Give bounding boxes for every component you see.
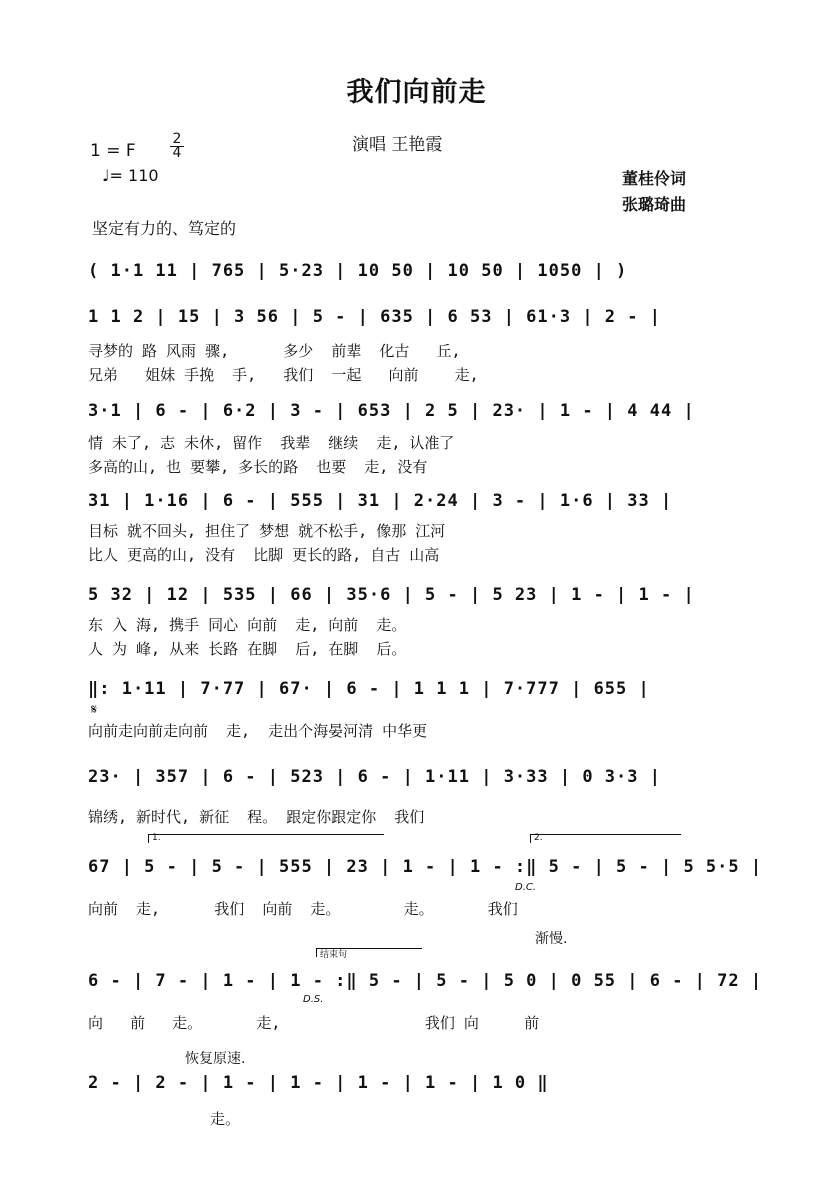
- score-row-9: 6 - | 7 - | 1 - | 1 - :‖ 5 - | 5 - | 5 0 | 0 55 | 6 - | 72 |: [88, 971, 763, 991]
- dc-marking: D.C.: [515, 882, 537, 893]
- time-top: 2: [172, 131, 182, 147]
- lyricist-credit: 董桂伶词: [622, 169, 687, 188]
- lyric-row-8: 向前 走, 我们 向前 走。 走。 我们: [88, 900, 518, 918]
- volta-1-bracket: [148, 834, 384, 843]
- lyric-row-10: 走。: [210, 1110, 241, 1128]
- lyric-row-3-verse-2: 多高的山, 也 要攀, 多长的路 也要 走, 没有: [88, 458, 428, 476]
- score-row-1: ( 1·1 11 | 765 | 5·23 | 10 50 | 10 50 | 1050 | ): [88, 261, 628, 281]
- ending-bracket: [316, 948, 422, 960]
- score-row-10: 2 - | 2 - | 1 - | 1 - | 1 - | 1 - | 1 0 ‖: [88, 1073, 549, 1093]
- lyric-row-9: 向 前 走。 走, 我们 向 前: [88, 1014, 540, 1032]
- lyric-row-6: 向前走向前走向前 走, 走出个海晏河清 中华更: [88, 722, 428, 740]
- lyric-row-4-verse-2: 比人 更高的山, 没有 比脚 更长的路, 自古 山高: [88, 546, 440, 564]
- key-signature: 1 = F: [90, 141, 136, 161]
- lyric-row-5-verse-1: 东 入 海, 携手 同心 向前 走, 向前 走。: [88, 616, 407, 634]
- lyric-row-7: 锦绣, 新时代, 新征 程。 跟定你跟定你 我们: [88, 808, 425, 826]
- score-row-8: 67 | 5 - | 5 - | 555 | 23 | 1 - | 1 - :‖ 5 - | 5 - | 5 5·5 |: [88, 857, 763, 877]
- lyric-row-3-verse-1: 情 未了, 志 未休, 留作 我辈 继续 走, 认准了: [88, 434, 455, 452]
- singer-credit: 演唱 王艳霞: [352, 135, 443, 155]
- lyric-row-5-verse-2: 人 为 峰, 从来 长路 在脚 后, 在脚 后。: [88, 640, 407, 658]
- score-row-7: 23· | 357 | 6 - | 523 | 6 - | 1·11 | 3·33 | 0 3·3 |: [88, 767, 661, 787]
- score-row-3: 3·1 | 6 - | 6·2 | 3 - | 653 | 2 5 | 23· | 1 - | 4 44 |: [88, 401, 695, 421]
- score-row-2: 1 1 2 | 15 | 3 56 | 5 - | 635 | 6 53 | 61·3 | 2 - |: [88, 307, 661, 327]
- volta-2-label: 2.: [534, 833, 543, 843]
- score-row-6: ‖: 1·11 | 7·77 | 67· | 6 - | 1 1 1 | 7·777 | 655 |: [88, 679, 650, 699]
- a-tempo-marking: 恢复原速.: [185, 1051, 246, 1067]
- time-bottom: 4: [170, 146, 184, 160]
- lyric-row-2-verse-2: 兄弟 姐妹 手挽 手, 我们 一起 向前 走,: [88, 366, 479, 384]
- lyric-row-2-verse-1: 寻梦的 路 风雨 骤, 多少 前辈 化古 丘,: [88, 342, 461, 360]
- volta-1-label: 1.: [152, 833, 161, 843]
- song-title: 我们向前走: [346, 77, 487, 108]
- ds-marking: D.S.: [303, 994, 324, 1005]
- ritardando-marking: 渐慢.: [535, 931, 568, 947]
- volta-2-bracket: [530, 834, 681, 843]
- composer-credit: 张璐琦曲: [622, 195, 687, 214]
- score-row-4: 31 | 1·16 | 6 - | 555 | 31 | 2·24 | 3 - | 1·6 | 33 |: [88, 491, 673, 511]
- segno-sign: 𝄋: [91, 702, 98, 718]
- ending-label: 结束句: [320, 950, 348, 960]
- time-signature: [170, 133, 184, 160]
- expression-marking: 坚定有力的、笃定的: [92, 219, 237, 238]
- score-row-5: 5 32 | 12 | 535 | 66 | 35·6 | 5 - | 5 23 | 1 - | 1 - |: [88, 585, 695, 605]
- tempo-marking: ♩= 110: [102, 166, 159, 185]
- lyric-row-4-verse-1: 目标 就不回头, 担住了 梦想 就不松手, 像那 江河: [88, 522, 446, 540]
